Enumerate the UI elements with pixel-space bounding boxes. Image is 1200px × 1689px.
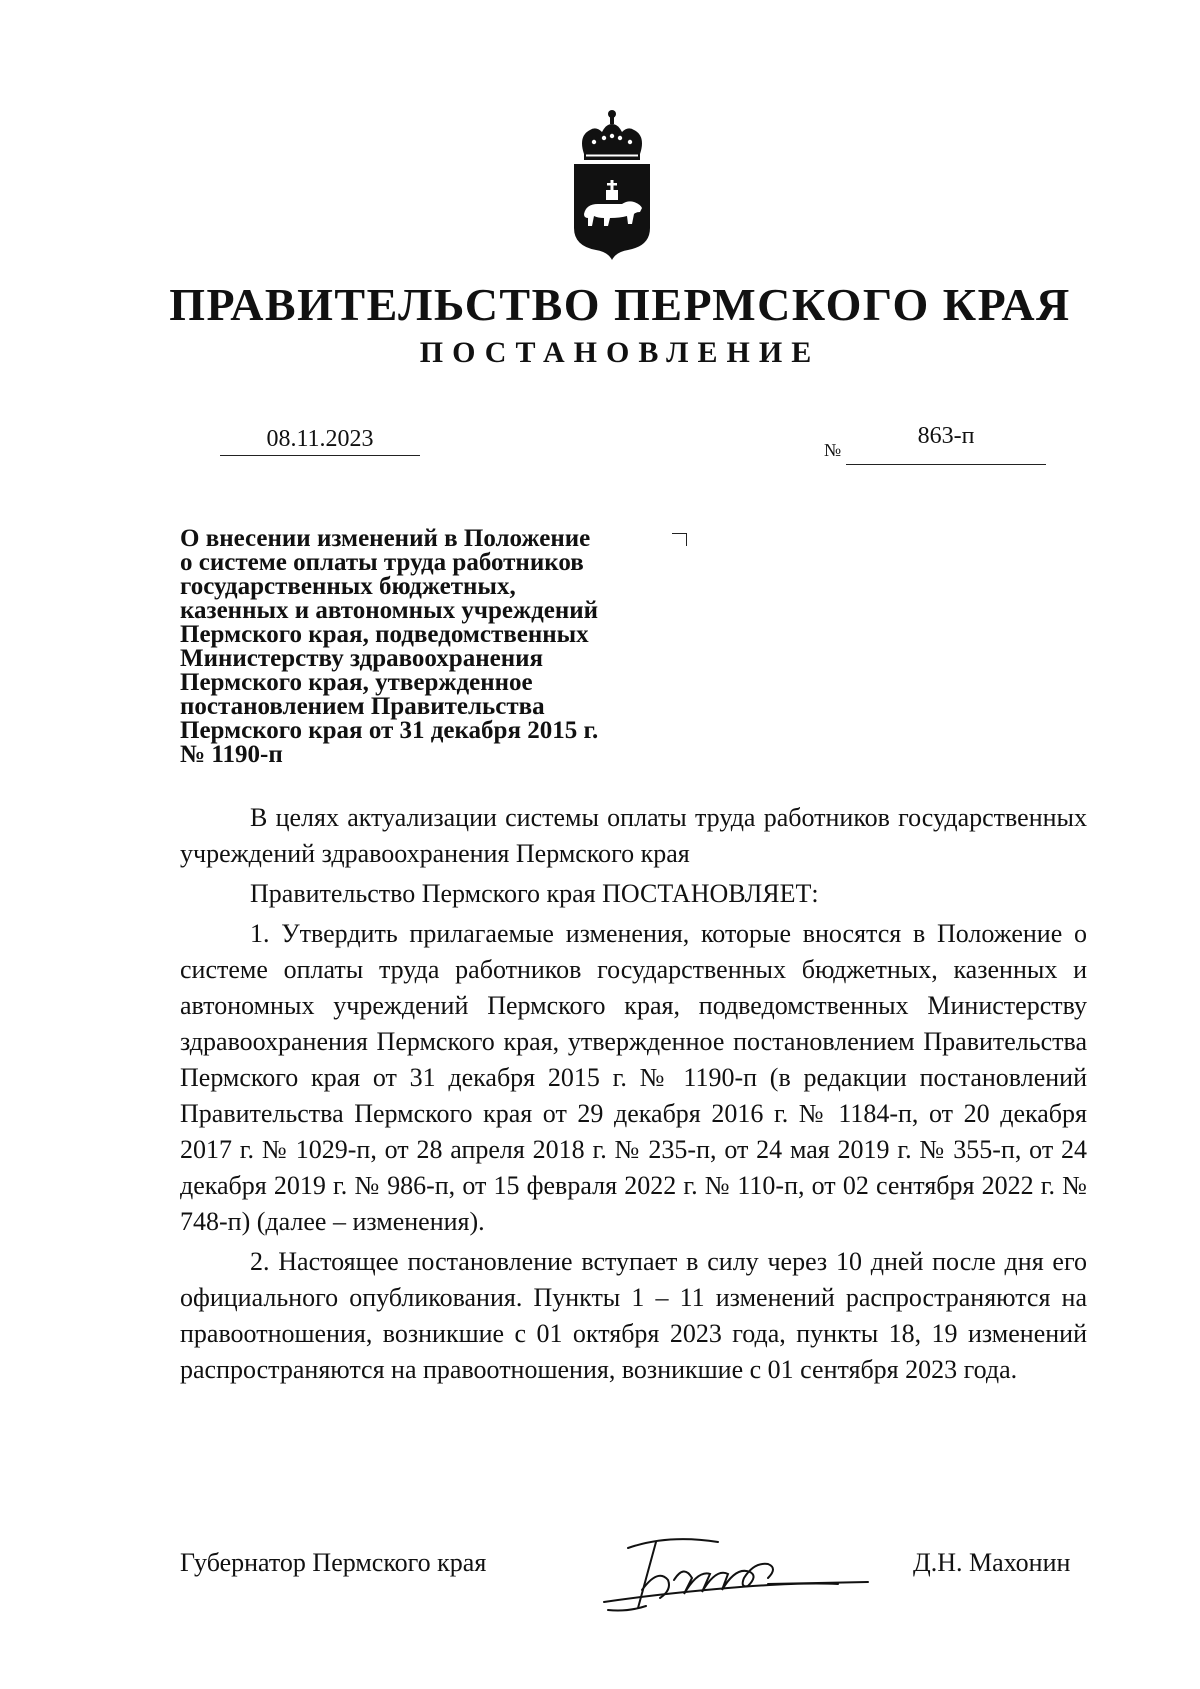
subject-line: № 1190-п bbox=[180, 741, 283, 768]
signatory-position: Губернатор Пермского края bbox=[180, 1548, 487, 1577]
corner-bracket-mark bbox=[672, 533, 687, 546]
item-1-paragraph: 1. Утвердить прилагаемые изменения, которые вносятся в Положение о системе оплаты труда работников государственных бюджетных, казенных и автономных учреждений Пермского края, подведомственных Министерству здравоохранения Пермского края, утвержденное постановлением Правительства Пермского края от 31 декабря 2015 г. № 1190-п (в редакции постановлений Правительства Пермского края от 29 декабря 2016 г. № 1184-п, от 20 декабря 2017 г. № 1029-п, от 28 апреля 2018 г. № 235-п, от 24 мая 2019 г. № 355-п, от 24 декабря 2019 г. № 986-п, от 15 февраля 2022 г. № 110-п, от 02 сентября 2022 г. № 748-п) (далее – изменения). bbox=[180, 919, 1087, 1236]
signatory-name: Д.Н. Махонин bbox=[913, 1548, 1071, 1577]
subject-line: о системе оплаты труда работников bbox=[180, 549, 584, 576]
resolve-paragraph: Правительство Пермского края ПОСТАНОВЛЯЕТ: bbox=[250, 879, 819, 908]
organization-title: ПРАВИТЕЛЬСТВО ПЕРМСКОГО КРАЯ bbox=[169, 279, 1071, 330]
coat-of-arms-icon bbox=[564, 108, 660, 260]
document-subject bbox=[180, 527, 660, 767]
subject-line: Пермского края, подведомственных bbox=[180, 621, 589, 648]
subject-line: Министерству здравоохранения bbox=[180, 645, 544, 672]
subject-line: постановлением Правительства bbox=[180, 693, 545, 720]
subject-line: государственных бюджетных, bbox=[180, 573, 516, 600]
preamble-paragraph: В целях актуализации системы оплаты труда работников государственных учреждений здравоохранения Пермского края bbox=[180, 803, 1087, 868]
number-sign: № bbox=[824, 440, 842, 460]
document-type: ПОСТАНОВЛЕНИЕ bbox=[419, 336, 821, 369]
document-body bbox=[180, 800, 1087, 1388]
subject-line: казенных и автономных учреждений bbox=[180, 597, 599, 624]
subject-line: Пермского края от 31 декабря 2015 г. bbox=[180, 717, 599, 744]
handwritten-signature-icon bbox=[598, 1528, 878, 1618]
document-date: 08.11.2023 bbox=[220, 426, 420, 456]
subject-line: Пермского края, утвержденное bbox=[180, 669, 533, 696]
document-number: 863-п bbox=[846, 423, 1046, 465]
item-2-paragraph: 2. Настоящее постановление вступает в силу через 10 дней после дня его официального опубликования. Пункты 1 – 11 изменений распространяются на правоотношения, возникшие с 01 октября 2023 года, пункты 18, 19 изменений распространяются на правоотношения, возникшие с 01 сентября 2023 года. bbox=[180, 1247, 1087, 1384]
subject-line: О внесении изменений в Положение bbox=[180, 525, 591, 552]
